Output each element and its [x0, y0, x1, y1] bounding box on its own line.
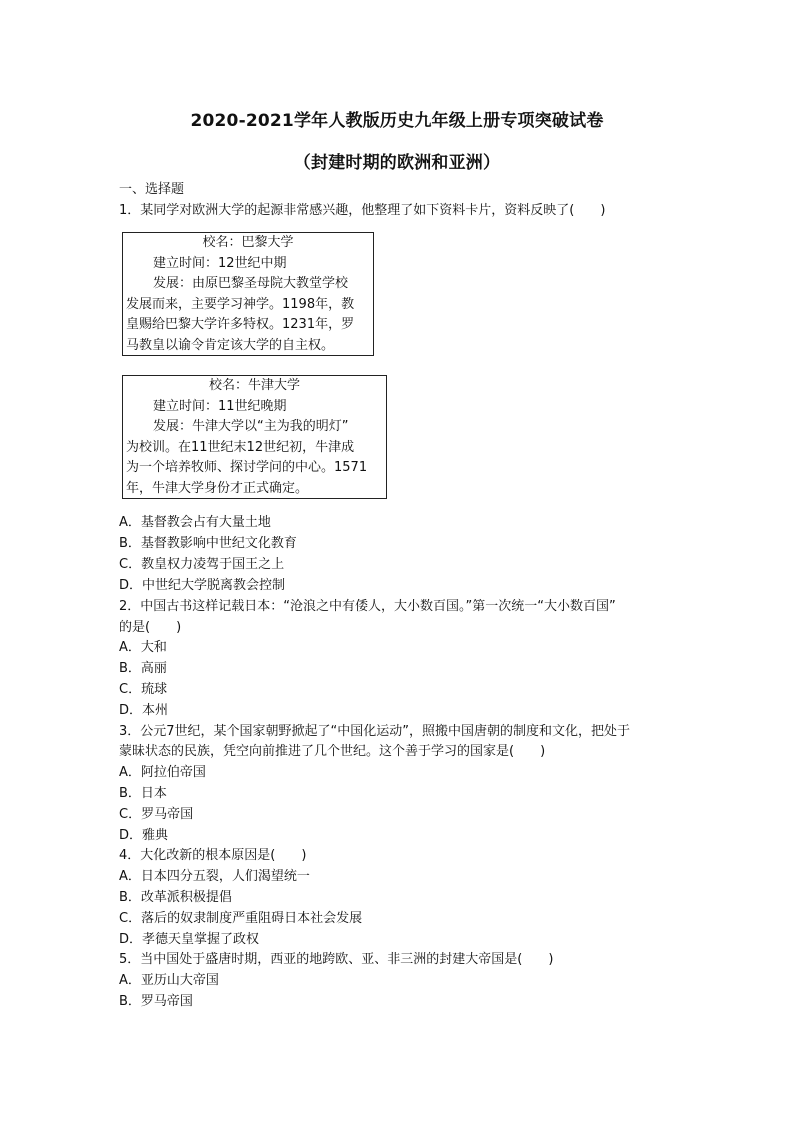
q1-option-a: A．基督教会占有大量土地: [119, 515, 271, 530]
card-line: 建立时间：12世纪中期: [153, 255, 287, 271]
exam-title: 2020-2021学年人教版历史九年级上册专项突破试卷: [190, 111, 604, 131]
q5-option-a: A．亚历山大帝国: [119, 973, 219, 988]
q3-stem-line1: 3．公元7世纪，某个国家朝野掀起了“中国化运动”，照搬中国唐朝的制度和文化，把处于: [119, 724, 631, 739]
q2-option-b: B．高丽: [119, 661, 167, 676]
card-line: 发展：牛津大学以“主为我的明灯”: [153, 419, 349, 434]
q1-option-d: D．中世纪大学脱离教会控制: [119, 578, 286, 593]
card-line: 建立时间：11世纪晚期: [153, 398, 287, 414]
q1-option-c: C．教皇权力凌驾于国王之上: [119, 557, 285, 572]
q4-option-d: D．孝德天皇掌握了政权: [119, 932, 260, 947]
card-line: 校名：巴黎大学: [202, 235, 294, 250]
q3-option-a: A．阿拉伯帝国: [119, 765, 206, 780]
q3-stem-line2: 蒙昧状态的民族，凭空向前推进了几个世纪。这个善于学习的国家是( ): [119, 744, 546, 759]
q4-option-a: A．日本四分五裂，人们渴望统一: [119, 869, 310, 884]
q1-stem: 1．某同学对欧洲大学的起源非常感兴趣，他整理了如下资料卡片，资料反映了( ): [119, 203, 606, 218]
q3-option-c: C．罗马帝国: [119, 807, 194, 822]
q3-option-b: B．日本: [119, 786, 167, 801]
card-line: 为校训。在11世纪末12世纪初，牛津成: [126, 439, 355, 455]
q1-option-b: B．基督教影响中世纪文化教育: [119, 536, 297, 551]
section-heading: 一、选择题: [119, 182, 185, 197]
q1-card-paris: [122, 232, 374, 356]
q2-option-d: D．本州: [119, 703, 169, 718]
card-line: 为一个培养牧师、探讨学问的中心。1571: [126, 460, 368, 475]
q5-stem: 5．当中国处于盛唐时期，西亚的地跨欧、亚、非三洲的封建大帝国是( ): [119, 952, 554, 967]
q5-option-b: B．罗马帝国: [119, 994, 193, 1009]
card-line: 皇赐给巴黎大学许多特权。1231年，罗: [126, 317, 355, 332]
q2-stem-line1: 2．中国古书这样记载日本：“沧浪之中有倭人，大小数百国。”第一次统一“大小数百国”: [119, 599, 616, 614]
card-line: 马教皇以谕令肯定该大学的自主权。: [126, 337, 335, 353]
card-line: 校名：牛津大学: [208, 378, 300, 393]
q2-stem-line2: 的是( ): [119, 620, 182, 635]
q1-card-oxford: [122, 375, 387, 499]
card-line: 发展而来，主要学习神学。1198年，教: [126, 296, 355, 312]
q4-option-b: B．改革派积极提倡: [119, 890, 232, 905]
card-line: 年，牛津大学身份才正式确定。: [126, 480, 309, 496]
card-line: 发展：由原巴黎圣母院大教堂学校: [153, 276, 349, 291]
q2-option-a: A．大和: [119, 640, 167, 655]
q2-option-c: C．琉球: [119, 682, 168, 697]
q3-option-d: D．雅典: [119, 828, 169, 843]
q4-option-c: C．落后的奴隶制度严重阻碍日本社会发展: [119, 911, 363, 926]
exam-subtitle: （封建时期的欧洲和亚洲）: [293, 153, 501, 173]
q4-stem: 4．大化改新的根本原因是( ): [119, 848, 307, 863]
